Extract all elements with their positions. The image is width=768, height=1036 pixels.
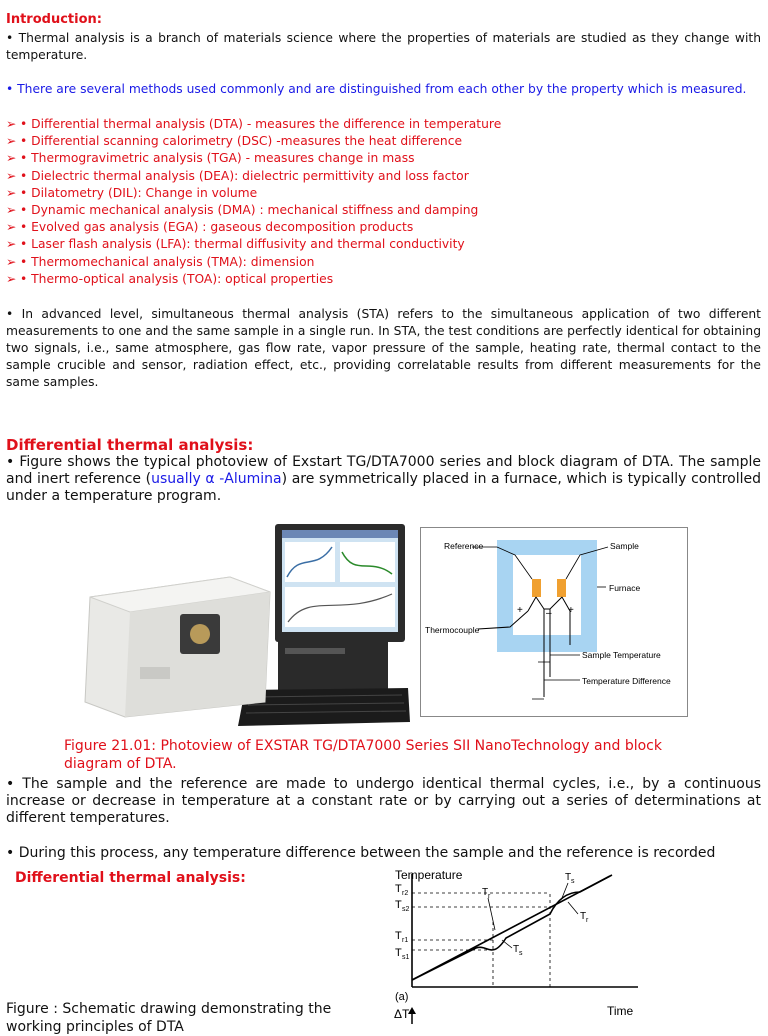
label-reference: Reference xyxy=(444,541,484,551)
list-item: ➢ • Dynamic mechanical analysis (DMA) : mechanical stiffness and damping xyxy=(6,202,546,219)
slide2 xyxy=(0,862,768,1035)
monitor-image xyxy=(275,524,405,656)
svg-text:T: T xyxy=(395,930,402,942)
furnace-box xyxy=(497,540,597,652)
instrument-photo xyxy=(80,522,410,732)
svg-text:s: s xyxy=(519,950,523,957)
delta-t-label: ΔT xyxy=(394,1007,410,1021)
sample-crucible xyxy=(557,579,566,597)
figure-caption: Figure 21.01: Photoview of EXSTAR TG/DTA7000 Series SII NanoTechnology and block diagram of DTA. xyxy=(64,738,662,772)
svg-text:r2: r2 xyxy=(402,890,409,897)
intro-heading: Introduction: xyxy=(6,12,102,27)
x-axis-label: Time xyxy=(607,1004,634,1018)
label-furnace: Furnace xyxy=(609,583,641,593)
list-item: ➢ • Dilatometry (DIL): Change in volume xyxy=(6,185,546,202)
svg-text:T: T xyxy=(482,887,489,898)
list-item: ➢ • Thermogravimetric analysis (TGA) - measures change in mass xyxy=(6,150,546,167)
dta-paragraph-1: • Figure shows the typical photoview of Exstart TG/DTA7000 series and block diagram of DTA. The sample and inert reference (usually α -Alumina) are symmetrically placed in a furnace, which is typically controlled under a temperature program. xyxy=(6,454,761,505)
svg-text:s: s xyxy=(571,878,575,885)
arrow-bullet-icon: ➢ xyxy=(6,220,17,235)
label-sample: Sample xyxy=(610,541,639,551)
list-item: ➢ • Differential thermal analysis (DTA) - measures the difference in temperature xyxy=(6,116,546,133)
svg-text:T: T xyxy=(395,883,402,895)
svg-text:+: + xyxy=(517,605,523,616)
list-item: ➢ • Differential scanning calorimetry (DSC) -measures the heat difference xyxy=(6,133,546,150)
svg-text:T: T xyxy=(513,944,520,955)
svg-text:+: + xyxy=(568,605,574,616)
svg-text:T: T xyxy=(580,911,587,922)
list-item: ➢ • Thermomechanical analysis (TMA): dimension xyxy=(6,254,546,271)
list-item: ➢ • Laser flash analysis (LFA): thermal diffusivity and thermal conductivity xyxy=(6,236,546,253)
alumina-link: usually α -Alumina xyxy=(151,471,282,488)
arrow-bullet-icon: ➢ xyxy=(6,203,17,218)
dta-block-diagram xyxy=(420,527,688,717)
slide2-caption: Figure : Schematic drawing demonstrating the working principles of DTA xyxy=(6,1001,332,1035)
list-item: ➢ • Thermo-optical analysis (TOA): optical properties xyxy=(6,271,546,288)
list-item: ➢ • Dielectric thermal analysis (DEA): dielectric permittivity and loss factor xyxy=(6,168,546,185)
arrow-bullet-icon: ➢ xyxy=(6,134,17,149)
label-sample-temperature: Sample Temperature xyxy=(582,650,661,660)
intro-paragraph-1: • Thermal analysis is a branch of materials science where the properties of materials are studied as they change with temperature. xyxy=(6,31,761,62)
svg-text:–: – xyxy=(546,608,552,619)
svg-text:r: r xyxy=(488,893,491,900)
methods-list xyxy=(6,116,546,288)
slide2-heading: Differential thermal analysis: xyxy=(15,870,246,886)
svg-text:r1: r1 xyxy=(402,937,409,944)
svg-text:s1: s1 xyxy=(402,954,410,961)
svg-text:r: r xyxy=(586,917,589,924)
dta-paragraph-3: • During this process, any temperature difference between the sample and the reference is recorded xyxy=(6,845,716,861)
arrow-bullet-icon: ➢ xyxy=(6,117,17,131)
svg-text:T: T xyxy=(395,947,402,959)
arrow-bullet-icon: ➢ xyxy=(6,185,17,200)
list-item: ➢ • Evolved gas analysis (EGA) : gaseous decomposition products xyxy=(6,219,546,236)
reference-crucible xyxy=(532,579,541,597)
label-thermocouple: Thermocouple xyxy=(425,625,480,635)
analyzer-image xyxy=(85,577,270,717)
svg-text:T: T xyxy=(565,872,572,883)
svg-text:T: T xyxy=(395,899,402,911)
dta-paragraph-2: • The sample and the reference are made to undergo identical thermal cycles, i.e., by a continuous increase or decrease in temperature at a constant rate or by carrying out a series of determinations at different temperatures. xyxy=(6,776,761,827)
intro-paragraph-3: • In advanced level, simultaneous thermal analysis (STA) refers to the simultaneous application of two different measurements to one and the same sample in a single run. In STA, the test conditions are perfectly identical for obtaining two signals, i.e., same atmosphere, gas flow rate, vapor pressure of the sample, heating rate, thermal contact to the sample crucible and sensor, radiation effect, etc., providing correlatable results from different measurements for the same samples. xyxy=(6,307,761,389)
y-axis-label: Temperature xyxy=(395,868,463,882)
label-temperature-difference: Temperature Difference xyxy=(582,676,671,686)
arrow-bullet-icon: ➢ xyxy=(6,168,17,183)
intro-paragraph-2: • There are several methods used commonly and are distinguished from each other by the property which is measured. xyxy=(6,82,747,96)
arrow-bullet-icon: ➢ xyxy=(6,271,17,286)
arrow-bullet-icon: ➢ xyxy=(6,151,17,166)
dta-temperature-graph xyxy=(380,862,650,1024)
svg-text:s2: s2 xyxy=(402,906,410,913)
dta-heading: Differential thermal analysis: xyxy=(6,436,254,454)
arrow-bullet-icon: ➢ xyxy=(6,237,17,252)
arrow-bullet-icon: ➢ xyxy=(6,254,17,269)
panel-label: (a) xyxy=(395,991,409,1003)
